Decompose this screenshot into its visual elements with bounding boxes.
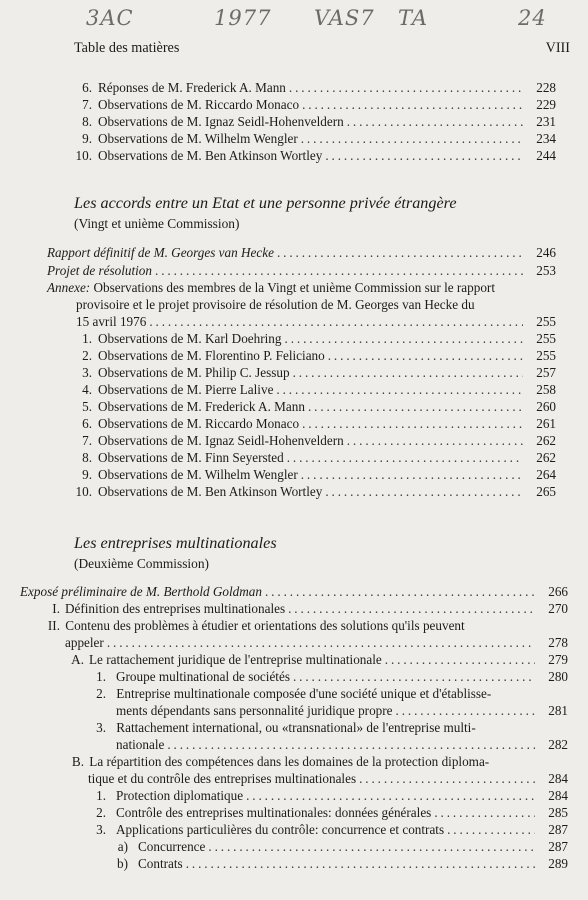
section-subtitle: (Deuxième Commission) [74, 556, 210, 571]
toc-entry: 6. Réponses de M. Frederick A. Mann . . . 228 [66, 79, 556, 96]
toc-entry-II-line1: II. Contenu des problèmes à étudier et orientations des solutions qu'ils peuvent [47, 618, 465, 633]
toc-entry-A2-line2: ments dépendants sans personnalité juridique propre . . . 281 [116, 702, 568, 719]
dot-leader [325, 483, 523, 500]
toc-entry-rapport: Rapport définitif de M. Georges van Hecke . . . 246 [47, 244, 556, 261]
dot-leader [302, 96, 523, 113]
handwritten-note-5: 24 [518, 6, 547, 30]
handwritten-note-4: TA [398, 6, 429, 30]
toc-entry: 10. Observations de M. Ben Atkinson Wortley . . . 265 [66, 483, 556, 500]
page-number: VIII [545, 40, 570, 56]
dot-leader [308, 398, 523, 415]
section-title: Les accords entre un Etat et une personne privée étrangère [74, 194, 457, 212]
section-subtitle: (Vingt et unième Commission) [74, 216, 240, 231]
dot-leader [347, 113, 523, 130]
toc-entry: 8. Observations de M. Ignaz Seidl-Hohenveldern . . . 231 [66, 113, 556, 130]
toc-entry: 1. Observations de M. Karl Doehring . . . 255 [66, 330, 556, 347]
toc-entry: 1. Protection diplomatique . . . 284 [90, 787, 568, 804]
dot-leader [396, 702, 536, 719]
dot-leader [293, 668, 535, 685]
dot-leader [155, 262, 523, 279]
toc-entry: A. Le rattachement juridique de l'entreprise multinationale . . . 279 [60, 651, 568, 668]
dot-leader [277, 244, 523, 261]
section-title: Les entreprises multinationales [74, 534, 277, 552]
dot-leader [359, 770, 535, 787]
dot-leader [276, 381, 523, 398]
dot-leader [285, 330, 524, 347]
dot-leader [325, 147, 523, 164]
toc-entry: 10. Observations de M. Ben Atkinson Wortley . . . 244 [66, 147, 556, 164]
dot-leader [208, 838, 535, 855]
annexe-line-2: provisoire et le projet provisoire de résolution de M. Georges van Hecke du [76, 297, 475, 312]
toc-entry: a) Concurrence . . . 287 [112, 838, 568, 855]
handwritten-note-2: 1977 [214, 6, 272, 30]
toc-entry-A2-line1: 2. Entreprise multinationale composée d'une société unique et d'établisse- [96, 686, 492, 701]
dot-leader [287, 449, 523, 466]
handwritten-note-3: VAS7 [314, 6, 375, 30]
annexe-line-1: Annexe: Observations des membres de la Vingt et unième Commission sur le rapport [47, 280, 495, 295]
toc-entry: 2. Contrôle des entreprises multinationales: données générales . . . 285 [90, 804, 568, 821]
dot-leader [186, 855, 535, 872]
dot-leader [301, 466, 523, 483]
toc-entry-B-line2: tique et du contrôle des entreprises multinationales . . . 284 [88, 770, 568, 787]
dot-leader [265, 583, 535, 600]
dot-leader [167, 736, 535, 753]
toc-entry: I. Définition des entreprises multinationales . . . 270 [36, 600, 568, 617]
toc-entry-projet: Projet de résolution . . . 253 [47, 262, 556, 279]
dot-leader [434, 804, 535, 821]
toc-entry-A3-line2: nationale . . . 282 [116, 736, 568, 753]
toc-entry-expose: Exposé préliminaire de M. Berthold Goldman . . . 266 [20, 583, 568, 600]
toc-entry-B-line1: B. La répartition des compétences dans les domaines de la protection diploma- [71, 754, 490, 769]
running-head-title: Table des matières [74, 40, 180, 56]
dot-leader [302, 415, 523, 432]
annexe-line-3: 15 avril 1976 . . . 255 [76, 313, 556, 330]
toc-entry: 9. Observations de M. Wilhelm Wengler . . . 264 [66, 466, 556, 483]
dot-leader [301, 130, 523, 147]
dot-leader [246, 787, 535, 804]
toc-entry: 9. Observations de M. Wilhelm Wengler . . . 234 [66, 130, 556, 147]
toc-entry-II-line2: appeler . . . 278 [65, 634, 568, 651]
toc-entry: 5. Observations de M. Frederick A. Mann . . . 260 [66, 398, 556, 415]
toc-entry: 1. Groupe multinational de sociétés . . . 280 [90, 668, 568, 685]
toc-entry-A3-line1: 3. Rattachement international, ou «transnational» de l'entreprise multi- [96, 720, 476, 735]
dot-leader [293, 364, 523, 381]
toc-entry: 3. Applications particulières du contrôle: concurrence et contrats . . . 287 [90, 821, 568, 838]
dot-leader [328, 347, 523, 364]
dot-leader [385, 651, 535, 668]
toc-entry: 4. Observations de M. Pierre Lalive . . . 258 [66, 381, 556, 398]
toc-entry: 8. Observations de M. Finn Seyersted . . . 262 [66, 449, 556, 466]
dot-leader [447, 821, 535, 838]
dot-leader [149, 313, 523, 330]
toc-entry: b) Contrats . . . 289 [112, 855, 568, 872]
toc-entry: 3. Observations de M. Philip C. Jessup . . . 257 [66, 364, 556, 381]
dot-leader [288, 600, 535, 617]
toc-entry: 6. Observations de M. Riccardo Monaco . . . 261 [66, 415, 556, 432]
dot-leader [107, 634, 535, 651]
toc-entry: 7. Observations de M. Ignaz Seidl-Hohenveldern . . . 262 [66, 432, 556, 449]
dot-leader [347, 432, 523, 449]
toc-entry: 2. Observations de M. Florentino P. Feliciano . . . 255 [66, 347, 556, 364]
handwritten-note-1: 3AC [86, 6, 134, 30]
toc-entry: 7. Observations de M. Riccardo Monaco . . . 229 [66, 96, 556, 113]
dot-leader [289, 79, 523, 96]
